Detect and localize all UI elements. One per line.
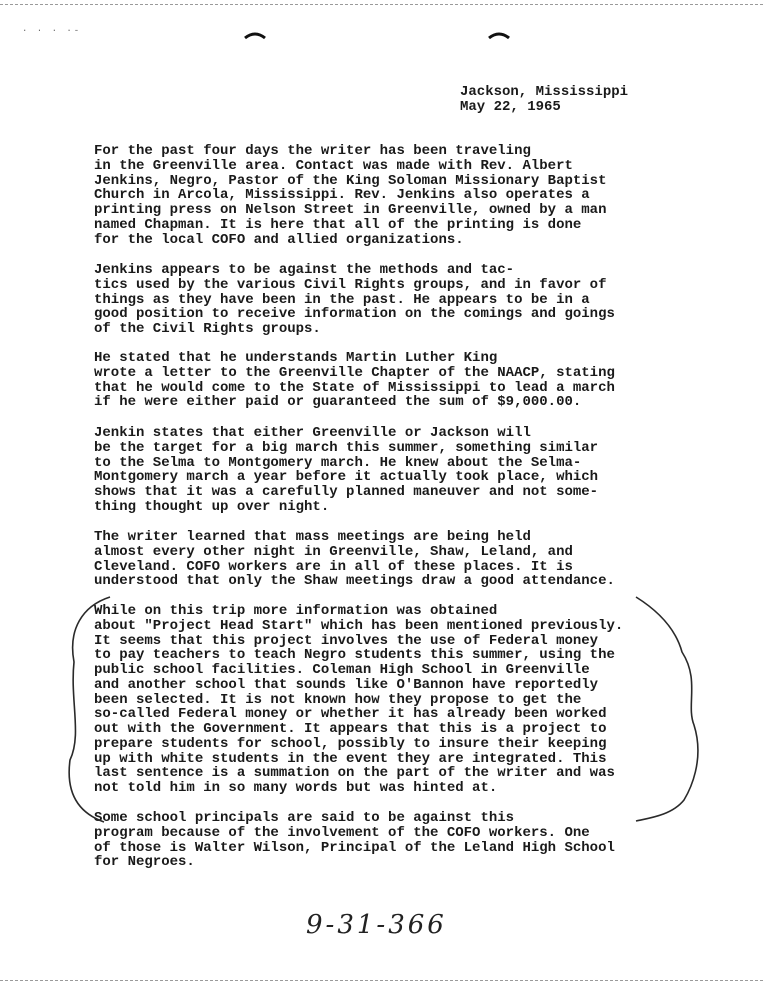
dateline <box>460 85 628 115</box>
handwritten-file-number: 9-31-366 <box>306 910 447 940</box>
paragraph-4: Jenkin states that either Greenville or Jackson will be the target for a big march this summer, something similar to the Selma to Montgomery march. He knew about the Selma- Montgomery march a year before it actually took place, which shows that it was a carefully planned maneuver and not some- thing thought up over night. <box>94 425 599 515</box>
scan-edge-top <box>0 4 763 5</box>
paragraph-2: Jenkins appears to be against the methods and tac- tics used by the various Civil Rights groups, and in favor of things as they have been in the past. He appears to be in a good position to receive information on the comings and goings of the Civil Rights groups. <box>94 262 615 337</box>
scan-corner-marks: · · · ·- <box>22 26 82 36</box>
scan-edge-bottom <box>0 980 763 981</box>
dateline-place: Jackson, Mississippi <box>460 84 629 100</box>
dateline-date: May 22, 1965 <box>460 99 561 115</box>
paragraph-1: For the past four days the writer has been traveling in the Greenville area. Contact was made with Rev. Albert Jenkins, Negro, Pastor of the King Soloman Missionary Baptist Church in Arcola, Mississippi. Rev. Jenkins also operates a printing press on Nelson Street in Greenville, owned by a man named Chapman. It is here that all of the printing is done for the local COFO and allied organizations. <box>94 143 607 248</box>
punch-hole-mark-left <box>244 30 266 40</box>
paragraph-3: He stated that he understands Martin Luther King wrote a letter to the Greenville Chapter of the NAACP, stating that he would come to the State of Mississippi to lead a march if he were either paid or guaranteed the sum of $9,000.00. <box>94 350 615 411</box>
paragraph-6-bracketed: While on this trip more information was obtained about "Project Head Start" which has been mentioned previously. It seems that this project involves the use of Federal money to pay teachers to teach Negro students this summer, using the public school facilities. Coleman High School in Greenville and another school that sounds like O'Bannon have reportedly been selected. It is not known how they propose to get the so-called Federal money or whether it has already been worked out with the Government. It appears that this is a project to prepare students for school, possibly to insure their keeping up with white students in the event they are integrated. This last sentence is a summation on the part of the writer and was not told him in so many words but was hinted at. <box>94 603 624 796</box>
paragraph-7: Some school principals are said to be against this program because of the involvement of the COFO workers. One of those is Walter Wilson, Principal of the Leland High School for Negroes. <box>94 810 615 871</box>
punch-hole-mark-right <box>488 30 510 40</box>
paragraph-5: The writer learned that mass meetings are being held almost every other night in Greenville, Shaw, Leland, and Cleveland. COFO workers are in all of these places. It is understood that only the Shaw meetings draw a good attendance. <box>94 529 615 590</box>
